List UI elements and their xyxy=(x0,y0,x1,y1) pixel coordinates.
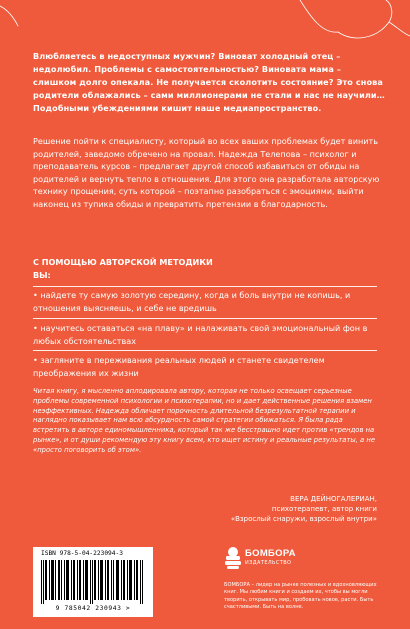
method-heading: С ПОМОЩЬЮ АВТОРСКОЙ МЕТОДИКИ ВЫ: xyxy=(33,257,213,280)
benefit-item: • загляните в переживания реальных людей и станете свидетелем преображения их жизни xyxy=(33,355,325,378)
bombora-logo-icon xyxy=(224,546,242,570)
review-quote: Читая книгу, я мысленно аплодировала автору, которая не только освещает серьезные проблемы современной психологии и психотерапии, но и дает действенные решения взамен неэффективных. Надежда обличает порочность длительной безрезультатной терапии и наглядно показывает нам всю абсурдность самой стратегии обижаться. Я была рада встретить в авторе единомышленника, который так же бесстрашно идет против «трендов на рынке», и от души рекомендую эту книгу всем, кто ищет истину и реальные результаты, а не «просто поговорить об этом». xyxy=(33,387,375,454)
barcode-number: 9 785042 230943 > xyxy=(55,605,131,612)
author-name: ВЕРА ДЕЙНОГАЛЕРИАН, xyxy=(290,495,377,503)
isbn-label: ISBN 978-5-04-223094-3 xyxy=(41,550,123,557)
divider xyxy=(33,350,377,351)
barcode-bars xyxy=(41,560,145,604)
quote-author xyxy=(177,494,377,524)
publisher-name: БОМБОРА xyxy=(245,548,296,559)
intro-paragraph: Влюбляетесь в недоступных мужчин? Виноват холодный отец – недолюбил. Проблемы с самостоятельностью? Виновата мама – слишком долго опекала. Не получается сколотить состояние? Это снова родители облажались – сами миллионерами не стали и нас не научили… Подобными убеждениями кишит наше медиапространство. xyxy=(33,51,385,114)
description-paragraph: Решение пойти к специалисту, который во всех ваших проблемах будет винить родителей, заведомо обречено на провал. Надежда Телепова – психолог и преподаватель курсов – предлагает другой способ избавиться от обиды на родителей и вернуть тепло в отношения. Для этого она разработала авторскую технику прощения, суть которой – поэтапно разобраться с эмоциями, выйти наконец из тупика обиды и превратить претензии в благодарность. xyxy=(33,136,380,209)
divider xyxy=(33,286,377,287)
benefit-item: • научитесь оставаться «на плаву» и налаживать свой эмоциональный фон в любых обстоятельствах xyxy=(33,323,368,346)
author-book: «Взрослый снаружи, взрослый внутри» xyxy=(230,515,377,523)
publisher-blurb: БОМБОРА – лидер на рынке полезных и вдохновляющих книг. Мы любим книги и создаем их, чтобы вы могли творить, открывать мир, пробовать новое, расти. Быть счастливыми. Быть на волне. xyxy=(224,582,377,611)
divider xyxy=(33,318,377,319)
publisher-subtitle: ИЗДАТЕЛЬСТВО xyxy=(245,560,292,566)
author-role: психотерапевт, автор книги xyxy=(271,505,377,513)
benefit-item: • найдете ту самую золотую середину, когда и боль внутри не копишь, и отношения выясняешь, и себе не вредишь xyxy=(33,290,351,313)
isbn-barcode xyxy=(33,547,153,617)
